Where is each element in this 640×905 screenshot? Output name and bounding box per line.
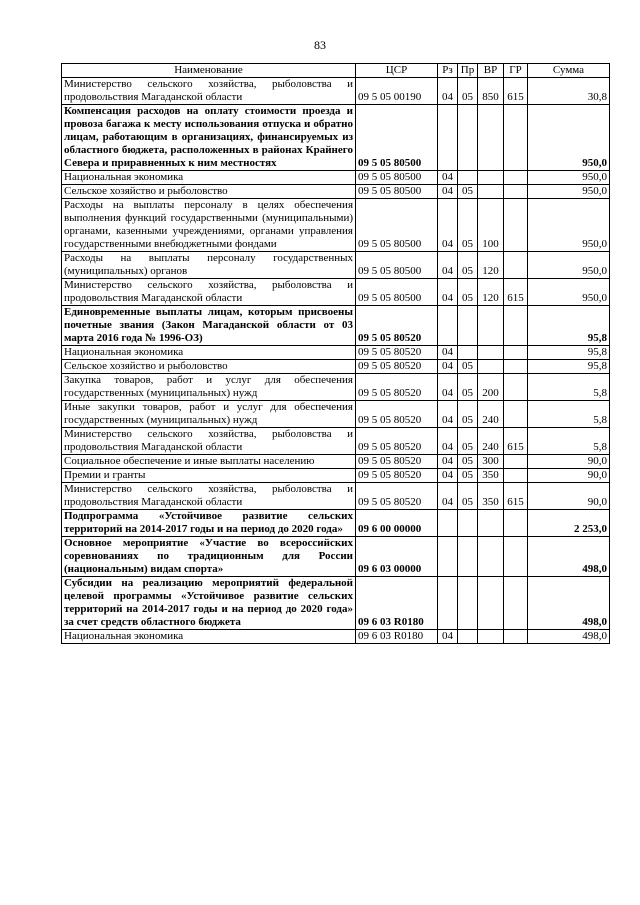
cell-rz: 04: [438, 374, 458, 401]
cell-sum: 90,0: [528, 469, 610, 483]
cell-gr: 615: [504, 428, 528, 455]
cell-rz: 04: [438, 252, 458, 279]
cell-gr: [504, 630, 528, 644]
cell-vr: [478, 360, 504, 374]
cell-name: Единовременные выплаты лицам, которым присвоены почетные звания (Закон Магаданской области от 03 марта 2016 года № 1996-ОЗ): [62, 306, 356, 346]
cell-vr: 350: [478, 469, 504, 483]
cell-pr: [458, 171, 478, 185]
column-header-name: Наименование: [62, 64, 356, 78]
cell-gr: [504, 360, 528, 374]
cell-csr: 09 5 05 80500: [356, 252, 438, 279]
cell-gr: [504, 469, 528, 483]
cell-gr: [504, 374, 528, 401]
cell-vr: [478, 171, 504, 185]
cell-sum: 950,0: [528, 171, 610, 185]
cell-vr: [478, 346, 504, 360]
cell-sum: 498,0: [528, 630, 610, 644]
cell-gr: [504, 455, 528, 469]
cell-name: Расходы на выплаты персоналу в целях обеспечения выполнения функций государственными (муниципальными) органами, казенными учреждениями, органами управления государственными внебюджетными фондами: [62, 199, 356, 252]
table-row: [62, 105, 610, 171]
cell-vr: [478, 105, 504, 171]
cell-pr: [458, 510, 478, 537]
table-row: [62, 252, 610, 279]
cell-csr: 09 5 05 80520: [356, 483, 438, 510]
table-row: [62, 469, 610, 483]
cell-sum: 95,8: [528, 306, 610, 346]
cell-csr: 09 5 05 80500: [356, 105, 438, 171]
cell-pr: 05: [458, 185, 478, 199]
cell-pr: 05: [458, 360, 478, 374]
cell-rz: [438, 105, 458, 171]
cell-sum: 95,8: [528, 360, 610, 374]
cell-rz: 04: [438, 199, 458, 252]
table-row: [62, 630, 610, 644]
cell-name: Министерство сельского хозяйства, рыболовства и продовольствия Магаданской области: [62, 279, 356, 306]
cell-gr: [504, 252, 528, 279]
cell-name: Национальная экономика: [62, 630, 356, 644]
cell-rz: 04: [438, 401, 458, 428]
cell-name: Основное мероприятие «Участие во всероссийских соревнованиях по традиционным для России (национальным) видам спорта»: [62, 537, 356, 577]
cell-name: Министерство сельского хозяйства, рыболовства и продовольствия Магаданской области: [62, 78, 356, 105]
cell-name: Национальная экономика: [62, 171, 356, 185]
table-row: [62, 171, 610, 185]
cell-rz: [438, 510, 458, 537]
page-number: 83: [314, 38, 326, 52]
table-row: [62, 510, 610, 537]
cell-csr: 09 5 05 80520: [356, 346, 438, 360]
cell-rz: 04: [438, 483, 458, 510]
cell-pr: 05: [458, 469, 478, 483]
table-row: [62, 346, 610, 360]
column-header-gr: ГР: [504, 64, 528, 78]
cell-gr: [504, 171, 528, 185]
cell-pr: 05: [458, 483, 478, 510]
cell-name: Закупка товаров, работ и услуг для обеспечения государственных (муниципальных) нужд: [62, 374, 356, 401]
cell-vr: [478, 577, 504, 630]
cell-rz: 04: [438, 78, 458, 105]
cell-sum: 950,0: [528, 185, 610, 199]
cell-pr: [458, 306, 478, 346]
table-row: [62, 279, 610, 306]
cell-gr: [504, 346, 528, 360]
cell-sum: 950,0: [528, 252, 610, 279]
column-header-rz: Рз: [438, 64, 458, 78]
cell-sum: 5,8: [528, 401, 610, 428]
cell-vr: 240: [478, 401, 504, 428]
cell-rz: 04: [438, 360, 458, 374]
cell-rz: 04: [438, 428, 458, 455]
table-row: [62, 455, 610, 469]
cell-gr: 615: [504, 483, 528, 510]
cell-rz: 04: [438, 346, 458, 360]
table-row: [62, 185, 610, 199]
column-header-csr: ЦСР: [356, 64, 438, 78]
cell-pr: 05: [458, 455, 478, 469]
cell-pr: [458, 537, 478, 577]
cell-csr: 09 5 05 80500: [356, 279, 438, 306]
cell-csr: 09 6 03 00000: [356, 537, 438, 577]
cell-name: Социальное обеспечение и иные выплаты населению: [62, 455, 356, 469]
cell-name: Субсидии на реализацию мероприятий федеральной целевой программы «Устойчивое развитие сельских территорий на 2014-2017 годы и на период до 2020 года» за счет средств областного бюджета: [62, 577, 356, 630]
cell-sum: 5,8: [528, 428, 610, 455]
cell-name: Премии и гранты: [62, 469, 356, 483]
cell-name: Сельское хозяйство и рыболовство: [62, 185, 356, 199]
table-row: [62, 306, 610, 346]
column-header-vr: ВР: [478, 64, 504, 78]
table-row: [62, 577, 610, 630]
cell-vr: [478, 306, 504, 346]
cell-vr: 240: [478, 428, 504, 455]
column-header-sum: Сумма: [528, 64, 610, 78]
cell-sum: 90,0: [528, 483, 610, 510]
cell-csr: 09 6 00 00000: [356, 510, 438, 537]
cell-csr: 09 6 03 R0180: [356, 630, 438, 644]
cell-csr: 09 5 05 80520: [356, 401, 438, 428]
cell-sum: 950,0: [528, 279, 610, 306]
cell-csr: 09 5 05 80500: [356, 185, 438, 199]
cell-csr: 09 5 05 80520: [356, 306, 438, 346]
cell-pr: 05: [458, 252, 478, 279]
cell-csr: 09 5 05 80520: [356, 374, 438, 401]
cell-sum: 5,8: [528, 374, 610, 401]
cell-rz: [438, 306, 458, 346]
cell-gr: [504, 306, 528, 346]
cell-gr: [504, 105, 528, 171]
cell-vr: 100: [478, 199, 504, 252]
cell-name: Иные закупки товаров, работ и услуг для обеспечения государственных (муниципальных) нужд: [62, 401, 356, 428]
cell-pr: 05: [458, 199, 478, 252]
table-header-row: [62, 64, 610, 78]
cell-gr: [504, 510, 528, 537]
cell-vr: [478, 630, 504, 644]
cell-pr: 05: [458, 428, 478, 455]
cell-name: Министерство сельского хозяйства, рыболовства и продовольствия Магаданской области: [62, 483, 356, 510]
cell-rz: [438, 577, 458, 630]
cell-gr: [504, 199, 528, 252]
cell-vr: 120: [478, 279, 504, 306]
cell-sum: 30,8: [528, 78, 610, 105]
cell-rz: 04: [438, 469, 458, 483]
cell-vr: 200: [478, 374, 504, 401]
cell-csr: 09 6 03 R0180: [356, 577, 438, 630]
cell-csr: 09 5 05 80520: [356, 455, 438, 469]
cell-csr: 09 5 05 80520: [356, 360, 438, 374]
table-row: [62, 374, 610, 401]
budget-table: [61, 63, 610, 644]
cell-sum: 2 253,0: [528, 510, 610, 537]
cell-pr: 05: [458, 279, 478, 306]
cell-vr: [478, 510, 504, 537]
cell-rz: 04: [438, 279, 458, 306]
cell-rz: [438, 537, 458, 577]
column-header-pr: Пр: [458, 64, 478, 78]
cell-pr: [458, 105, 478, 171]
table-row: [62, 537, 610, 577]
cell-sum: 95,8: [528, 346, 610, 360]
cell-csr: 09 5 05 80520: [356, 469, 438, 483]
cell-pr: [458, 630, 478, 644]
cell-vr: [478, 185, 504, 199]
cell-pr: [458, 577, 478, 630]
cell-name: Подпрограмма «Устойчивое развитие сельских территорий на 2014-2017 годы и на период до 2020 года»: [62, 510, 356, 537]
cell-gr: [504, 185, 528, 199]
cell-vr: 120: [478, 252, 504, 279]
cell-csr: 09 5 05 80500: [356, 199, 438, 252]
cell-gr: 615: [504, 78, 528, 105]
cell-csr: 09 5 05 80500: [356, 171, 438, 185]
cell-name: Компенсация расходов на оплату стоимости проезда и провоза багажа к месту использования отпуска и обратно лицам, работающим в организациях, финансируемых из областного бюджета, расположенных в районах Крайнего Севера и приравненных к ним местностях: [62, 105, 356, 171]
cell-sum: 950,0: [528, 199, 610, 252]
cell-rz: 04: [438, 455, 458, 469]
table-row: [62, 199, 610, 252]
cell-pr: 05: [458, 78, 478, 105]
cell-sum: 498,0: [528, 577, 610, 630]
cell-vr: 300: [478, 455, 504, 469]
cell-vr: 850: [478, 78, 504, 105]
cell-csr: 09 5 05 00190: [356, 78, 438, 105]
cell-rz: 04: [438, 171, 458, 185]
cell-gr: [504, 401, 528, 428]
cell-pr: 05: [458, 374, 478, 401]
cell-name: Министерство сельского хозяйства, рыболовства и продовольствия Магаданской области: [62, 428, 356, 455]
cell-csr: 09 5 05 80520: [356, 428, 438, 455]
cell-gr: [504, 537, 528, 577]
cell-vr: 350: [478, 483, 504, 510]
table-row: [62, 428, 610, 455]
table-row: [62, 401, 610, 428]
cell-name: Национальная экономика: [62, 346, 356, 360]
table-row: [62, 483, 610, 510]
cell-vr: [478, 537, 504, 577]
cell-rz: 04: [438, 185, 458, 199]
cell-name: Сельское хозяйство и рыболовство: [62, 360, 356, 374]
table-row: [62, 360, 610, 374]
cell-gr: 615: [504, 279, 528, 306]
cell-sum: 950,0: [528, 105, 610, 171]
cell-gr: [504, 577, 528, 630]
cell-pr: 05: [458, 401, 478, 428]
cell-sum: 90,0: [528, 455, 610, 469]
cell-name: Расходы на выплаты персоналу государственных (муниципальных) органов: [62, 252, 356, 279]
cell-sum: 498,0: [528, 537, 610, 577]
table-row: [62, 78, 610, 105]
cell-rz: 04: [438, 630, 458, 644]
cell-pr: [458, 346, 478, 360]
